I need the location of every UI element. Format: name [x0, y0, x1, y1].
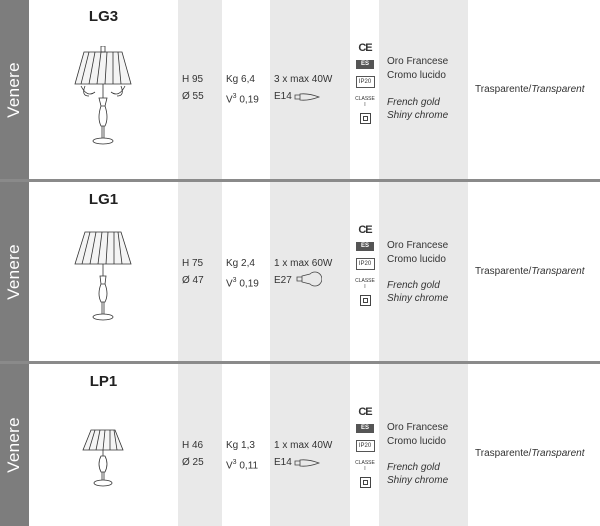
ce-mark-icon: CE [358, 406, 372, 418]
finish-it-2: Cromo lucido [387, 254, 446, 265]
diameter-value: Ø 55 [182, 91, 204, 102]
shade-material: Trasparente/Transparent [475, 266, 585, 277]
es-mark-icon: ES [356, 424, 374, 433]
ip-rating-icon: IP20 [356, 76, 375, 88]
finish-it-1: Oro Francese [387, 240, 449, 251]
shade-cell [468, 364, 600, 526]
es-mark-icon: ES [356, 242, 374, 251]
bulb-spec: 1 x max 40W [274, 440, 333, 451]
finish-en-1: French gold [387, 97, 440, 108]
weight-cell [222, 0, 270, 179]
finish-cell [379, 182, 468, 361]
product-row-lg1 [0, 182, 600, 361]
double-square-icon [360, 477, 371, 488]
insulation-class-label: CLASSE I [355, 460, 375, 472]
finish-en-2: Shiny chrome [387, 475, 449, 486]
ce-mark-icon: CE [358, 224, 372, 236]
diameter-value: Ø 25 [182, 457, 204, 468]
bulb-cell [270, 182, 350, 361]
height-value: H 95 [182, 74, 204, 85]
dimensions-cell [178, 182, 222, 361]
image-cell [29, 0, 178, 179]
weight-value: Kg 1,3 [226, 440, 255, 451]
image-cell [29, 364, 178, 526]
product-row-lg3 [0, 0, 600, 179]
dimensions-cell [178, 364, 222, 526]
socket-type: E14 [274, 457, 292, 468]
shade-cell [468, 182, 600, 361]
collection-band [0, 364, 29, 526]
lamp-lp1-illustration [29, 428, 178, 490]
finish-it-2: Cromo lucido [387, 436, 446, 447]
model-code: LP1 [89, 373, 118, 390]
lamp-lg1-illustration [29, 230, 178, 330]
finish-en-2: Shiny chrome [387, 110, 449, 121]
certification-cell [350, 0, 379, 179]
es-mark-icon: ES [356, 60, 374, 69]
candle-bulb-icon [294, 457, 320, 469]
finish-it-1: Oro Francese [387, 422, 449, 433]
ip-rating-icon: IP20 [356, 440, 375, 452]
bulb-spec: 3 x max 40W [274, 74, 333, 85]
weight-value: Kg 2,4 [226, 258, 255, 269]
certification-cell [350, 182, 379, 361]
diameter-value: Ø 47 [182, 275, 204, 286]
ip-rating-icon: IP20 [356, 258, 375, 270]
socket-type: E14 [274, 91, 292, 102]
insulation-class-label: CLASSE I [355, 96, 375, 108]
weight-value: Kg 6,4 [226, 74, 255, 85]
collection-name: Venere [4, 61, 23, 118]
finish-it-2: Cromo lucido [387, 70, 446, 81]
finish-cell [379, 0, 468, 179]
double-square-icon [360, 113, 371, 124]
collection-band [0, 0, 29, 179]
image-cell [29, 182, 178, 361]
volume-value: $V^3$ 0,11 [226, 459, 259, 472]
ce-mark-icon: CE [358, 42, 372, 54]
product-row-lp1 [0, 364, 600, 526]
height-value: H 46 [182, 440, 204, 451]
insulation-class-label: CLASSE I [355, 278, 375, 290]
model-code: LG1 [88, 191, 119, 208]
finish-it-1: Oro Francese [387, 56, 449, 67]
dimensions-cell [178, 0, 222, 179]
collection-band [0, 182, 29, 361]
bulb-cell [270, 364, 350, 526]
bulb-spec: 1 x max 60W [274, 258, 333, 269]
shade-material: Trasparente/Transparent [475, 84, 585, 95]
finish-en-2: Shiny chrome [387, 293, 449, 304]
volume-value: $V^3$ 0,19 [226, 277, 259, 290]
socket-type: E27 [274, 275, 292, 286]
bulb-cell [270, 0, 350, 179]
candle-bulb-icon [294, 91, 320, 103]
finish-en-1: French gold [387, 280, 440, 291]
certification-cell [350, 364, 379, 526]
finish-cell [379, 364, 468, 526]
weight-cell [222, 364, 270, 526]
finish-en-1: French gold [387, 462, 440, 473]
weight-cell [222, 182, 270, 361]
lamp-lg3-illustration [29, 46, 178, 148]
double-square-icon [360, 295, 371, 306]
globe-bulb-icon [296, 271, 322, 287]
shade-material: Trasparente/Transparent [475, 448, 585, 459]
model-code: LG3 [88, 8, 119, 25]
volume-value: $V^3$ 0,19 [226, 93, 259, 106]
collection-name: Venere [4, 243, 23, 300]
height-value: H 75 [182, 258, 204, 269]
collection-name: Venere [4, 417, 23, 473]
shade-cell [468, 0, 600, 179]
